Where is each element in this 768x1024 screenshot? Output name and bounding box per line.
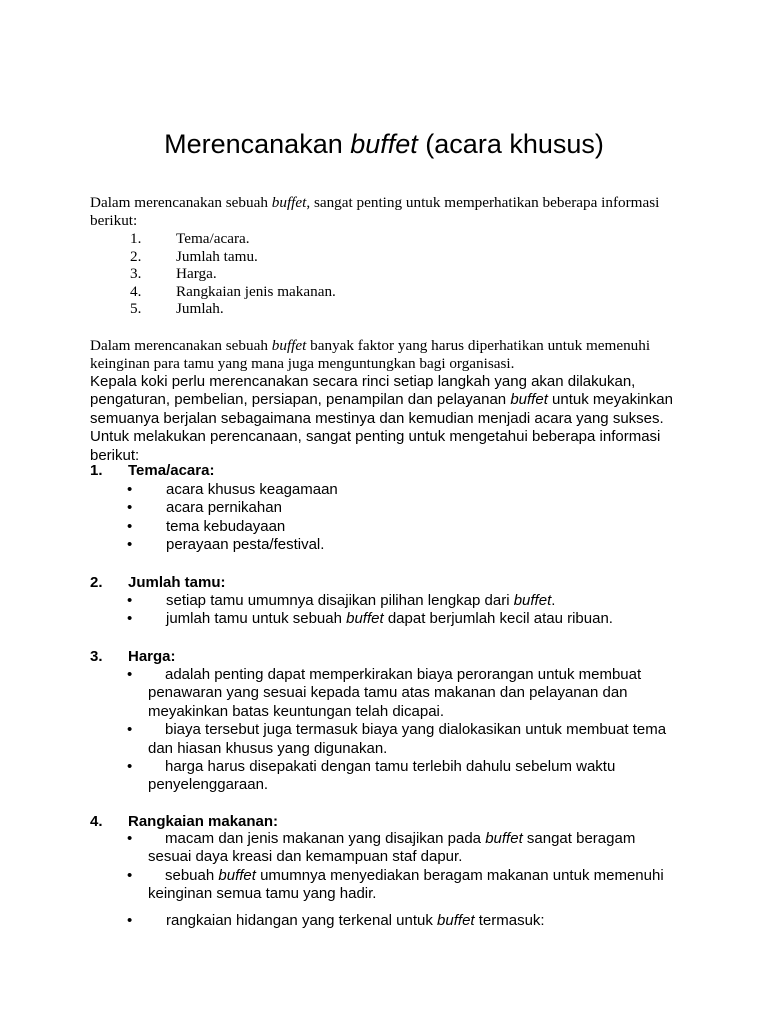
list-number: 1. (130, 230, 142, 247)
intro1-text-end: , sangat penting untuk memperhatikan beberapa informasi (306, 194, 660, 211)
para-line: Untuk melakukan perencanaan, sangat penting untuk mengetahui beberapa informasi (90, 428, 661, 446)
para-italic: buffet (510, 391, 548, 409)
list-item (127, 912, 687, 930)
bullet-text: . (551, 592, 556, 609)
bullet-text: adalah penting dapat memperkirakan biaya perorangan untuk membuat penawaran yang sesuai kepada tamu atas makanan dan pelayanan dan meyakinkan batas keuntungan telah dicapai. (148, 666, 642, 720)
para-line: berikut: (90, 446, 140, 464)
list-text: Rangkaian jenis makanan. (176, 282, 336, 300)
bullet-icon: • (127, 481, 133, 498)
title-text-2: (acara khusus) (417, 129, 604, 159)
section-number: 4. (90, 813, 103, 830)
bullet-text: setiap tamu umumnya disajikan pilihan lengkap dari (166, 592, 514, 609)
list-item (127, 518, 687, 536)
list-text: Jumlah tamu. (176, 247, 258, 265)
para-text: untuk meyakinkan (547, 391, 673, 409)
list-item (127, 666, 667, 721)
list-item (127, 830, 667, 867)
list-item (127, 867, 667, 904)
list-text: Harga. (176, 265, 217, 282)
bullet-italic: buffet (346, 610, 384, 628)
bullet-icon: • (127, 758, 133, 776)
list-item (127, 610, 687, 628)
bullet-text: acara khusus keagamaan (166, 481, 338, 498)
rangkaian-bullet-list-2 (127, 912, 687, 930)
title-italic: buffet (350, 129, 418, 159)
bullet-italic: buffet (513, 592, 552, 609)
list-text: Tema/acara. (176, 230, 250, 247)
section-title: Jumlah tamu: (128, 574, 226, 591)
list-item (90, 283, 690, 301)
bullet-text: sangat beragam sesuai daya kreasi dan kemampuan staf dapur. (148, 830, 636, 866)
section-title: Harga: (128, 648, 176, 665)
section-number: 3. (90, 648, 103, 665)
section-heading-jumlah-tamu (90, 574, 226, 592)
section-number: 2. (90, 574, 103, 591)
list-number: 4. (130, 282, 142, 300)
list-item (127, 592, 687, 610)
bullet-text: perayaan pesta/festival. (166, 536, 325, 554)
page-title (0, 126, 768, 162)
intro-paragraph-1 (90, 194, 690, 229)
para-text: pengaturan, pembelian, persiapan, penampilan dan pelayanan (90, 391, 511, 409)
list-text: Jumlah. (176, 300, 224, 317)
bullet-text: dapat berjumlah kecil atau ribuan. (383, 610, 613, 628)
bullet-icon: • (127, 517, 133, 535)
intro-paragraph-2 (90, 337, 690, 372)
para-line (90, 391, 710, 409)
bullet-text: jumlah tamu untuk sebuah (166, 610, 347, 628)
list-item (127, 758, 667, 795)
section-heading-harga (90, 648, 176, 666)
list-item (127, 536, 687, 554)
intro1-line2: berikut: (90, 211, 138, 229)
bullet-icon: • (127, 666, 133, 683)
bullet-text: rangkaian hidangan yang terkenal untuk (166, 912, 438, 929)
harga-bullet-list (127, 666, 667, 795)
para-line: Kepala koki perlu merencanakan secara rinci setiap langkah yang akan dilakukan, (90, 373, 636, 390)
bullet-icon: • (127, 499, 133, 517)
list-number: 2. (130, 247, 142, 265)
bullet-text: umumnya menyediakan beragam makanan untuk memenuhi keinginan semua tamu yang hadir. (148, 866, 664, 903)
list-item (90, 230, 690, 248)
bullet-text: harga harus disepakati dengan tamu terlebih dahulu sebelum waktu penyelenggaraan. (148, 758, 616, 794)
bullet-text: macam dan jenis makanan yang disajikan pada (165, 830, 486, 847)
list-item (127, 721, 667, 758)
intro1-italic: buffet (271, 194, 307, 211)
para-line: semuanya berjalan sebagaimana mestinya dan kemudian menjadi acara yang sukses. (90, 409, 664, 427)
bullet-text: sebuah (165, 866, 219, 884)
planning-paragraph (90, 373, 710, 465)
bullet-text: termasuk: (474, 912, 545, 929)
bullet-icon: • (127, 610, 133, 628)
bullet-text: acara pernikahan (166, 499, 282, 517)
section-number: 1. (90, 462, 103, 479)
list-item (90, 265, 690, 283)
list-item (127, 499, 687, 517)
section-title: Rangkaian makanan: (128, 813, 279, 830)
bullet-text: biaya tersebut juga termasuk biaya yang dialokasikan untuk membuat tema dan hiasan khusus yang digunakan. (148, 721, 667, 757)
jumlah-tamu-bullet-list (127, 592, 687, 629)
bullet-icon: • (127, 721, 133, 739)
bullet-icon: • (127, 592, 133, 609)
bullet-italic: buffet (437, 912, 475, 929)
bullet-icon: • (127, 912, 133, 929)
bullet-italic: buffet (485, 830, 523, 847)
list-item (127, 481, 687, 499)
bullet-italic: buffet (218, 866, 256, 884)
intro1-text: Dalam merencanakan sebuah (90, 194, 272, 211)
title-text-1: Merencanakan (164, 129, 351, 159)
bullet-icon: • (127, 866, 133, 884)
section-heading-rangkaian-makanan (90, 813, 278, 831)
list-item (90, 300, 690, 318)
intro2-italic: buffet (271, 337, 307, 354)
bullet-icon: • (127, 536, 133, 554)
info-numbered-list (90, 230, 690, 318)
rangkaian-bullet-list (127, 830, 667, 904)
tema-bullet-list (127, 481, 687, 555)
intro2-line2: keinginan para tamu yang mana juga menguntungkan bagi organisasi. (90, 354, 515, 372)
bullet-icon: • (127, 830, 133, 847)
intro2-text-end: banyak faktor yang harus diperhatikan untuk memenuhi (306, 337, 651, 354)
bullet-text: tema kebudayaan (166, 517, 286, 535)
intro2-text: Dalam merencanakan sebuah (90, 337, 272, 354)
list-number: 3. (130, 265, 142, 282)
section-title: Tema/acara: (128, 462, 215, 479)
section-heading-tema (90, 462, 214, 480)
list-number: 5. (130, 300, 142, 317)
list-item (90, 248, 690, 266)
